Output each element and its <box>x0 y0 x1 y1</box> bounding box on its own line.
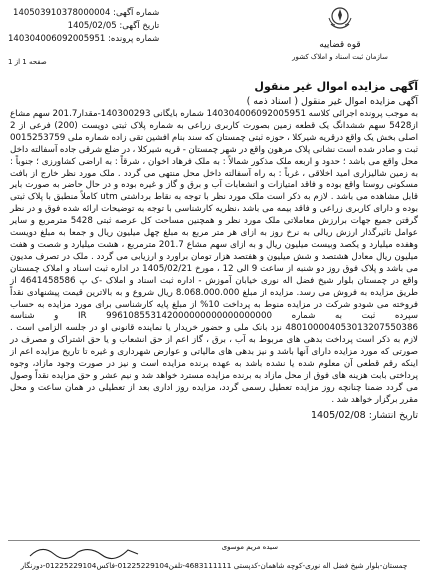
ad-date-row <box>8 20 159 33</box>
notice-body: به موجب پرونده اجرائی کلاسه 140304006092005951 شماره بایگانی 140300293-مقدار201.7 سهم مشاع از5428 سهم ششدانگ یک قطعه زمین بصورت کاربری زراعی به شماره پلاک ثبتی دویست (200) فرعی از 2 اصلی بخش یک واقع درقریه شیرکلا ، حوزه ثبتی چمستان که سند بنام افشین تقی زاده شماره ملی 0015253759 ثبت و صادر شده است نشانی پلاک مرهون واقع در شهر چمستان - قریه شیرکلا ، در ضلع شرقی جاده آسفالته داخل محل واقع می باشد ؛ حدود و اربعه ملک مذکور شمالاً : به ملک فرهاد اخوان ، شرقاً : به اراضی کشاورزی ؛ جنوباً : به زمین شالیزاری امید اخلاقی ، غرباً : به راه آسفالته داخل محل منتهی می گردد . ملک مورد نظر خارج از بافت مسکونی روستا واقع بوده و فاقد امتیازات و انشعابات آب و برق و گاز و غیره بوده و در حال حاضر به صورت بایر قابل مشاهده می باشد . لازم به ذکر است ملک مورد نظر با توجه به نقاط برداشتی utm کاملاً منطبق با پلاک ثبتی بوده و دارای کاربری زراعی و فاقد بیمه می باشد ،نظریه کارشناسی با توجه به توضیحات ارائه شده فوق و در نظر گرفتن جمیع جهات برارزش معاملاتی ملک مورد نظر و همچنین مساحت کل عرصه ثبتی 5428 مترمربع و سایر عوامل تاثیرگذار ارزش ریالی به نرخ روز به ازای هر متر مربع به مبلغ چهل میلیون ریال و جمعا به مبلغ دویست وهفده میلیارد و یکصد وبیست میلیون ریال و به ازای سهم مشاع 201.7 مترمربع ، هشت میلیارد و شصت و هفت میلیون ریال معادل هشتصد و شش میلیون و هفتصد هزار تومان براورد و ارزیابی می گردد . ملک در تصرف مدیون می باشد و پلاک فوق روز دو شنبه از ساعت 9 الی 12 ، مورخ 1405/02/21 در اداره ثبت اسناد و املاک چمستان واقع در چمستان بلوار شیخ فضل اله نوری خیابان آموزش - اداره ثبت اسناد و املاک -ک پ 4641458586 از طریق مزایده به فروش می رسد. مزایده از مبلغ 8.068.000.000 ریال شروع و به بالاترین قیمت پیشنهادی نقداً فروخته می شودو شرکت در مزایده منوط به پرداخت 10% از مبلغ پایه کارشناسی برای مورد مزایده به حساب سپرده ثبت به شماره IR 996108553142000000000000000000 و شناسه 480100004053013207550386 نزد بانک ملی و حضور خریدار یا نماینده قانونی او در جلسه الزامی است . لازم به ذکر است پرداخت بدهی های مربوط به آب ، برق ، گاز اعم از حق انشعاب و یا حق اشتراک و مصرف در صورتی که مورد مزایده دارای آنها باشد و نیز بدهی های مالیاتی و عوارض شهرداری و غیره تا تاریخ مزایده اعم از اینکه رقم قطعی آن معلوم شده یا نشده باشد به عهده برنده مزایده است و نیز در صورت وجود مازاد، وجوه پرداختی بابت هزینه های فوق از محل مازاد به برنده مزایده مسترد خواهد شد و نیم عشر و حق مزایده نقداً وصول می گردد ضمنا چنانچه روز مزایده تعطیل رسمی گردد، مزایده روز اداری بعد از تعطیلی در همان ساعت و محل مقرر برگزار خواهد شد . <box>10 109 419 405</box>
notice-title: آگهی مزایده اموال غیر منقول <box>254 80 418 93</box>
publish-date-row <box>10 410 418 421</box>
ad-number-label: شماره آگهی: <box>113 8 160 18</box>
org-subtitle: سازمان ثبت اسناد و املاک کشور <box>292 53 388 61</box>
footer-divider <box>8 540 420 541</box>
ad-number-row <box>8 7 159 20</box>
footer-address: چمستان-بلوار شیخ فضل اله نوری-کوچه شاهمان-کدپستی 4683111111-تلفن01225229104-فاکس01225229104-دورنگار <box>20 561 408 570</box>
file-number-label: شماره پرونده: <box>108 34 160 44</box>
footer <box>0 534 428 576</box>
ad-number: 140503910378000004 <box>13 8 111 18</box>
file-number-row <box>8 33 159 46</box>
notice-content <box>10 80 418 421</box>
file-number: 140304006092005951 <box>8 34 106 44</box>
ad-date-label: تاریخ آگهی: <box>119 21 160 31</box>
page-number: صفحه 1 از 1 <box>8 58 47 66</box>
notice-subtitle: آگهی مزایده اموال غیر منقول ( اسناد ذمه ) <box>246 96 418 107</box>
publish-date: 1405/02/08 <box>310 409 366 421</box>
emblem-icon <box>325 4 355 32</box>
ad-date: 1405/02/05 <box>67 21 117 31</box>
header <box>0 0 428 74</box>
notice-meta <box>8 7 159 46</box>
publish-date-label: تاریخ انتشار: <box>368 409 418 421</box>
signer-name: سیده مریم موسوی <box>221 543 278 551</box>
org-seal <box>260 4 420 70</box>
org-name: قوه قضاییه <box>319 40 361 50</box>
signature-icon <box>24 542 144 562</box>
